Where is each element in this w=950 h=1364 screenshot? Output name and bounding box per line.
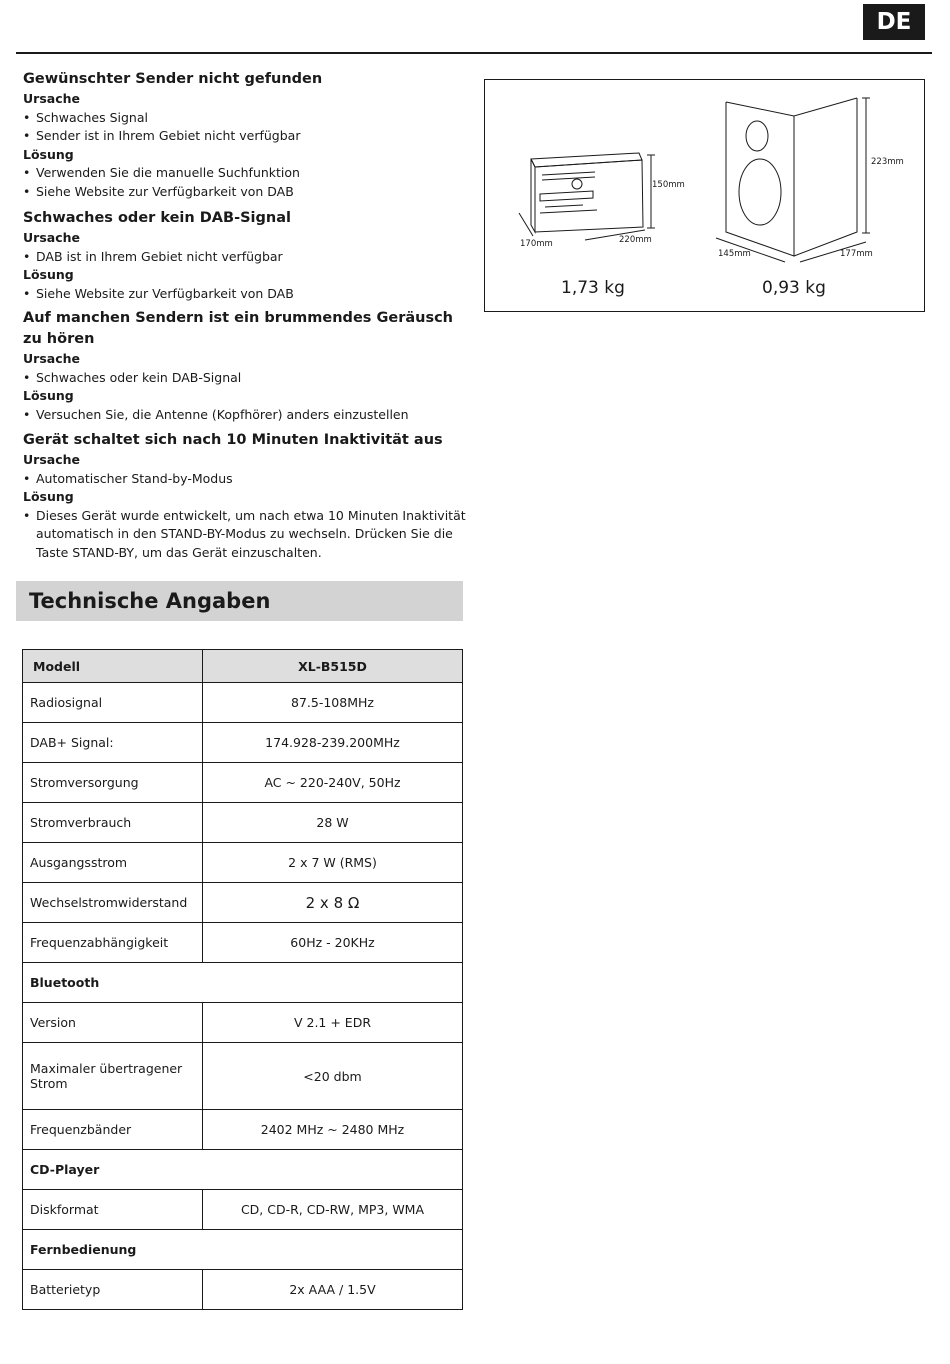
table-group-row: [23, 1150, 463, 1190]
speaker-width-label: 145mm: [718, 249, 751, 259]
table-group-row: [23, 1230, 463, 1270]
spec-value: 174.928-239.200MHz: [203, 723, 463, 763]
solution-label: Lösung: [23, 388, 74, 403]
solution-item: • Dieses Gerät wurde entwickelt, um nach etwa 10 Minuten Inaktivität automatisch in den STAND-BY-Modus zu wechseln. Drücken Sie die Taste STAND-BY, um das Gerät einzuschalten.: [23, 507, 466, 563]
table-group-row: [23, 963, 463, 1003]
spec-label: Maximaler übertragener Strom: [23, 1043, 203, 1110]
table-row: [23, 923, 463, 963]
table-header-row: [23, 650, 463, 683]
cause-item: • Automatischer Stand-by-Modus: [23, 470, 473, 489]
language-badge: DE: [863, 4, 925, 40]
troubleshoot-block-2: [23, 208, 473, 303]
header-rule: [16, 52, 932, 54]
spec-label: DAB+ Signal:: [23, 723, 203, 763]
cause-item: • DAB ist in Ihrem Gebiet nicht verfügbar: [23, 248, 473, 267]
troubleshoot-title: Gerät schaltet sich nach 10 Minuten Inaktivität aus: [23, 432, 443, 448]
spec-value: 2x AAA / 1.5V: [203, 1270, 463, 1310]
cause-item: • Schwaches Signal: [23, 109, 473, 128]
main-unit-drawing: [519, 153, 655, 240]
spec-label: Version: [23, 1003, 203, 1043]
spec-group-label: Fernbedienung: [23, 1230, 463, 1270]
spec-group-label: Bluetooth: [23, 963, 463, 1003]
spec-label: Frequenzabhängigkeit: [23, 923, 203, 963]
spec-value: 2 x 8 Ω: [203, 883, 463, 923]
spec-label: Diskformat: [23, 1190, 203, 1230]
header-cell-model-value: XL-B515D: [203, 650, 463, 683]
speaker-drawing: [716, 98, 870, 262]
spec-table: [22, 649, 463, 1310]
table-row: [23, 683, 463, 723]
section-heading-band: [16, 581, 463, 621]
dimensions-figure: [484, 79, 925, 312]
spec-label: Frequenzbänder: [23, 1110, 203, 1150]
spec-group-label: CD-Player: [23, 1150, 463, 1190]
troubleshoot-block-3: [23, 308, 453, 424]
table-row: [23, 843, 463, 883]
table-row: [23, 1110, 463, 1150]
cause-label: Ursache: [23, 452, 80, 467]
solution-item: • Versuchen Sie, die Antenne (Kopfhörer) anders einzustellen: [23, 406, 453, 425]
spec-label: Stromversorgung: [23, 763, 203, 803]
main-height-label: 150mm: [652, 180, 685, 190]
solution-label: Lösung: [23, 267, 74, 282]
spec-value: 2 x 7 W (RMS): [203, 843, 463, 883]
spec-value: 87.5-108MHz: [203, 683, 463, 723]
table-row: [23, 1190, 463, 1230]
solution-label: Lösung: [23, 146, 74, 162]
section-title: Technische Angaben: [29, 589, 271, 613]
spec-label: Wechselstromwiderstand: [23, 883, 203, 923]
main-depth-label: 170mm: [520, 239, 553, 249]
spec-value: 28 W: [203, 803, 463, 843]
cause-label: Ursache: [23, 351, 80, 366]
spec-label: Radiosignal: [23, 683, 203, 723]
spec-value: 60Hz - 20KHz: [203, 923, 463, 963]
header-cell-model-label: Modell: [23, 650, 203, 683]
speaker-weight: 0,93 kg: [762, 278, 826, 298]
cause-item: • Sender ist in Ihrem Gebiet nicht verfügbar: [23, 127, 473, 146]
table-row: [23, 883, 463, 923]
solution-item: • Verwenden Sie die manuelle Suchfunktion: [23, 164, 473, 183]
main-unit-weight: 1,73 kg: [561, 278, 625, 298]
troubleshoot-title: Auf manchen Sendern ist ein brummendes Geräusch zu hören: [23, 310, 453, 347]
table-row: [23, 1043, 463, 1110]
solution-item: • Siehe Website zur Verfügbarkeit von DAB: [23, 285, 473, 304]
spec-value: <20 dbm: [203, 1043, 463, 1110]
solution-item: • Siehe Website zur Verfügbarkeit von DAB: [23, 183, 473, 202]
main-width-label: 220mm: [619, 235, 652, 245]
troubleshoot-block-4: [23, 430, 473, 562]
table-row: [23, 723, 463, 763]
spec-label: Stromverbrauch: [23, 803, 203, 843]
spec-value: 2402 MHz ~ 2480 MHz: [203, 1110, 463, 1150]
cause-label: Ursache: [23, 91, 80, 106]
spec-value: V 2.1 + EDR: [203, 1003, 463, 1043]
solution-label: Lösung: [23, 489, 74, 504]
speaker-depth-label: 177mm: [840, 249, 873, 259]
table-row: [23, 1270, 463, 1310]
troubleshoot-title: Schwaches oder kein DAB-Signal: [23, 210, 291, 226]
speaker-height-label: 223mm: [871, 157, 904, 167]
spec-value: AC ~ 220-240V, 50Hz: [203, 763, 463, 803]
troubleshoot-title: Gewünschter Sender nicht gefunden: [23, 71, 323, 87]
table-row: [23, 763, 463, 803]
table-row: [23, 803, 463, 843]
spec-label: Ausgangsstrom: [23, 843, 203, 883]
spec-label: Batterietyp: [23, 1270, 203, 1310]
cause-item: • Schwaches oder kein DAB-Signal: [23, 369, 453, 388]
dimensions-drawing: [485, 80, 924, 311]
spec-value: CD, CD-R, CD-RW, MP3, WMA: [203, 1190, 463, 1230]
cause-label: Ursache: [23, 230, 80, 245]
table-row: [23, 1003, 463, 1043]
troubleshoot-block-1: [23, 69, 473, 201]
